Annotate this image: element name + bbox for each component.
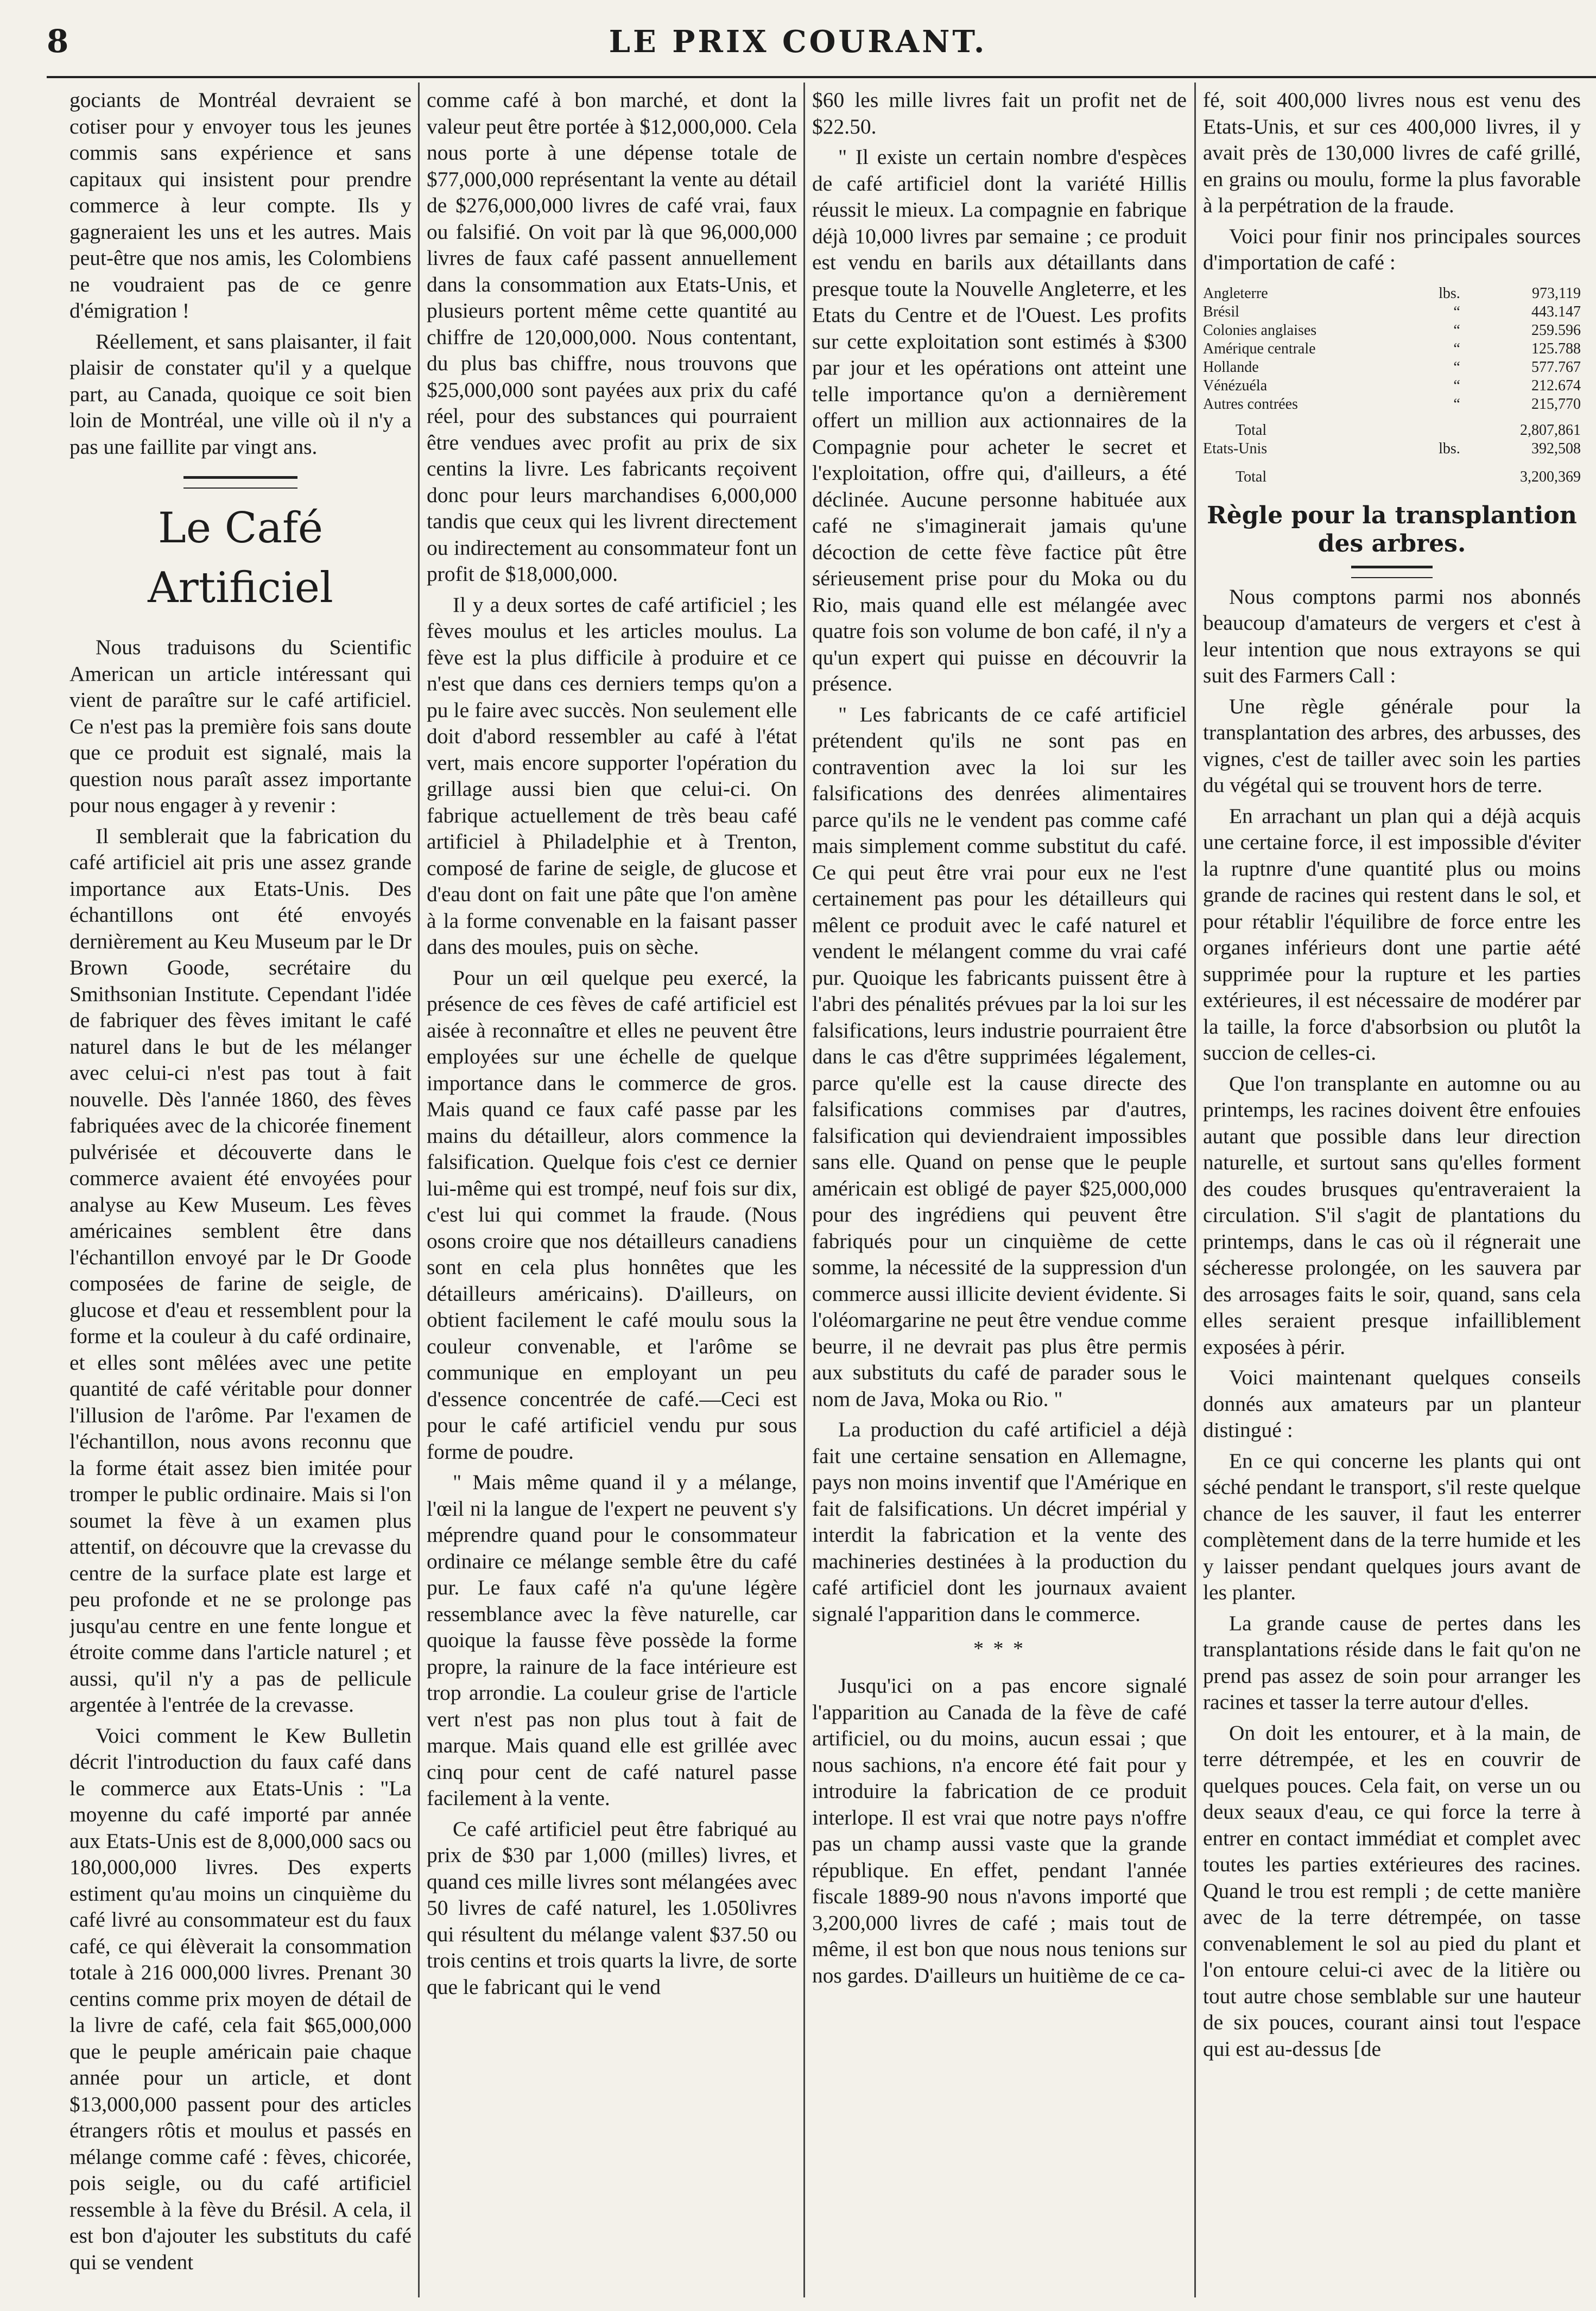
- paragraph: La production du café artificiel a déjà fait une certaine sensation en Allemagne, pays non moins inventif que l'Amérique en fait de falsifications. Un décret impérial y interdit la fabrication et la vente des machineries destinées à la production du café artificiel dont les journaux avaient signalé l'apparition dans le commerce.: [812, 1417, 1187, 1626]
- country-name: Amérique centrale: [1203, 340, 1316, 357]
- import-rows: [1203, 284, 1581, 414]
- column-1: [69, 87, 411, 2302]
- page-number: 8: [47, 23, 69, 60]
- column-divider: [1194, 83, 1196, 2297]
- paragraph: Ce café artificiel peut être fabriqué au prix de $30 par 1,000 (milles) livres, et quand ces mille livres sont mélangées avec 50 livres de café naturel, les 1.050livres qui résultent du mélange valent $37.50 ou trois centins et trois quarts la livre, de sorte que le fabricant qui le vend: [427, 1816, 797, 1999]
- country-name: Brésil: [1203, 303, 1239, 320]
- article-title: Le Café Artificiel: [148, 504, 333, 612]
- paragraph: Nous comptons parmi nos abonnés beaucoup d'amateurs de vergers et c'est à leur intention que nous extrayons se qui suit des Farmers Call :: [1203, 584, 1581, 687]
- unit: lbs.: [1439, 284, 1460, 302]
- amount: 577.767: [1531, 358, 1581, 376]
- paragraph: Il y a deux sortes de café artificiel ; les fèves moulus et les articles moulus. La fève est la plus difficile à produire et ce n'est que dans ces derniers temps qu'on a pu le faire avec succès. Non seulement elle doit d'abord ressembler au café à l'état vert, mais encore supporter l'opération du grillage aussi bien que celui-ci. On fabrique actuellement de très beau café artificiel à Philadelphie et à Trenton, composé de farine de seigle, de glucose et d'eau dont on fait une pâte que l'on amène à la forme convenable en la faisant passer dans des moules, puis on sèche.: [427, 592, 797, 959]
- total-label: Total: [1236, 468, 1267, 485]
- paragraph: Voici comment le Kew Bulletin décrit l'introduction du faux café dans le commerce aux Etats-Unis : "La moyenne du café importé par année aux Etats-Unis est de 8,000,000 sacs ou 180,000,000 livres. Des experts estiment qu'au moins un cinquième du café livré au consommateur est du faux café, ce qui élèverait la consommation totale à 216 000,000 livres. Prenant 30 centins comme prix moyen de détail de la livre de café, cela fait $65,000,000 que le peuple américain paie chaque année pour un article, et dont $13,000,000 passent pour des articles étrangers rôtis et moulus et passés en mélange comme café : fèves, chicorée, pois seigle, ou du café artificiel ressemble à la fève du Brésil. A cela, il est bon d'ajouter les substituts du café qui se vendent: [69, 1723, 411, 2274]
- unit: “: [1453, 377, 1460, 394]
- country-name: Hollande: [1203, 358, 1259, 376]
- total-amount: 3,200,369: [1520, 468, 1581, 485]
- table-total-row: [1203, 414, 1581, 440]
- paragraph: La grande cause de pertes dans les transplantations réside dans le fait qu'on ne prend pas assez de soin pour arranger les racines et tasser la terre autour d'elles.: [1203, 1611, 1581, 1714]
- amount: 215,770: [1531, 395, 1581, 413]
- amount: 212.674: [1531, 377, 1581, 394]
- paragraph: Jusqu'ici on a pas encore signalé l'apparition au Canada de la fève de café artificiel, ou du moins, aucun essai ; que nous sachions, n'a encore été fait pour y introduire la fabrication de ce produit interlope. Il est vrai que notre pays n'offre pas un champ aussi vaste que la grande république. En effet, pendant l'année fiscale 1889-90 nous n'avons importé que 3,200,000 livres de café ; mais tout de même, il est bon que nous nous tenions sur nos gardes. D'ailleurs un huitième de ce ca-: [812, 1674, 1187, 1987]
- paragraph: Une règle générale pour la transplantation des arbres, des arbusses, des vignes, c'est de tailler avec soin les parties du végétal qui se trouvent hors de terre.: [1203, 694, 1581, 797]
- table-row: [1203, 395, 1581, 414]
- amount: 259.596: [1531, 321, 1581, 339]
- column-divider: [418, 83, 420, 2297]
- country-name: Colonies anglaises: [1203, 321, 1317, 339]
- unit: “: [1453, 358, 1460, 376]
- table-row: [1203, 321, 1581, 340]
- paragraph: Réellement, et sans plaisanter, il fait plaisir de constater qu'il y a quelque part, au Canada, quoique ce soit bien loin de Montréal, une ville où il n'y a pas une faillite par vingt ans.: [69, 329, 411, 459]
- paragraph: Voici maintenant quelques conseils donnés aux amateurs par un planteur distingué :: [1203, 1365, 1581, 1442]
- country-name: Etats-Unis: [1203, 440, 1268, 457]
- paragraph: En arrachant un plan qui a déjà acquis une certaine force, il est impossible d'éviter la ruptnre d'une quantité plus ou moins grande de racines qui restent dans le sol, et pour rétablir l'équilibre de force entre les organes inférieurs dont une partie aété supprimée pour la rupture et les parties extérieures, il est nécessaire de modérer par la taille, la force d'absorbsion ou plutôt la succion de celles-ci.: [1203, 803, 1581, 1065]
- table-row: [1203, 440, 1581, 458]
- table-row: [1203, 284, 1581, 303]
- paragraph: " Mais même quand il y a mélange, l'œil ni la langue de l'expert ne peuvent s'y méprendre quand pour le consommateur ordinaire ce mélange semble être du café pur. Le faux café n'a qu'une légère ressemblance avec la fève naturelle, car quoique la fausse fève possède la forme propre, la rainure de la face intérieure est trop arrondie. La couleur grise de l'article vert n'est pas non plus tout à fait de marque. Mais quand elle est grillée avec cinq pour cent de café naturel passe facilement à la vente.: [427, 1470, 797, 1810]
- paragraph: " Il existe un certain nombre d'espèces de café artificiel dont la variété Hillis réussit le mieux. La compagnie en fabrique déjà 10,000 livres par semaine ; ce produit est vendu en barils aux détaillants dans presque toute la Nouvelle Angleterre, et les Etats du Centre et de l'Ouest. Les profits sur cette exploitation sont estimés à $300 par jour et les opérations ont atteint une telle importance qu'on a dernièrement offert un million aux actionnaires de la Compagnie pour acheter le secret et l'exploitation, offre qui, d'ailleurs, a été déclinée. Aucune personne habituée aux café ne s'imaginerait jamais qu'une décoction de cette fève factice pût être sérieusement prise pour du Moka ou du Rio, mais quand elle est mélangée avec quatre fois son volume de bon café, il n'y a qu'un expert qui puisse en découvrir la présence.: [812, 145, 1187, 695]
- column-2: [427, 87, 797, 2302]
- country-name: Autres contrées: [1203, 395, 1298, 413]
- paragraph: gociants de Montréal devraient se cotiser pour y envoyer tous les jeunes commis sans expérience et sans capitaux qui insistent pour prendre commerce à leur compte. Ils y gagneraient les uns et les autres. Mais peut-être que nos amis, les Colombiens ne voudraient pas de ce genre d'émigration !: [69, 88, 411, 322]
- column-4: [1203, 87, 1581, 2302]
- unit: “: [1453, 340, 1460, 357]
- paragraph: Il semblerait que la fabrication du café artificiel ait pris une assez grande importance aux Etats-Unis. Des échantillons ont été envoyés dernièrement au Keu Museum par le Dr Brown Goode, secrétaire du Smithsonian Institute. Cependant l'idée de fabriquer des fèves imitant le café naturel dans le but de les mélanger avec celui-ci n'est pas tout à fait nouvelle. Dès l'année 1860, des fèves fabriquées avec de la chicorée finement pulvérisée et découverte dans le commerce avaient été envoyées pour analyse au Kew Museum. Les fèves américaines semblent être dans l'échantillon envoyé par le Dr Goode composées de farine de seigle, de glucose et d'eau et ressemblent pour la forme et la couleur à du café ordinaire, et elles sont mêlées avec une petite quantité de café véritable pour donner l'illusion de l'arôme. Par l'examen de l'échantillon, nous avons reconnu que la forme était assez bien imitée pour tromper le public ordinaire. Mais si l'on soumet la fève à un examen plus attentif, on découvre que la crevasse du centre de la surface plate est large et peu profonde et ne se prolonge pas jusqu'au centre en une fente longue et étroite comme dans l'article naturel ; et aussi, qu'il n'y a pas de pellicule argentée à l'entrée de la crevasse.: [69, 824, 411, 1717]
- paragraph: On doit les entourer, et à la main, de terre détrempée, et les en couvrir de quelques pouces. Cela fait, on verse un ou deux seaux d'eau, ce qui force la terre à entrer en contact immédiat et complet avec toutes les parties extérieures des racines. Quand le trou est rempli ; de cette manière avec de la terre détrempée, on tasse convenablement le sol au pied du plant et l'on entoure celui-ci avec de la litière ou tout autre chose semblable sur une hauteur de six pouces, courant ainsi tout l'espace qui est au-dessus [de: [1203, 1720, 1581, 2061]
- unit: “: [1453, 303, 1460, 320]
- import-sources-table: [1203, 284, 1581, 486]
- section-divider: [1351, 566, 1433, 578]
- paragraph: " Les fabricants de ce café artificiel prétendent qu'ils ne sont pas en contravention avec la loi sur les falsifications des denrées alimentaires parce qu'ils ne le vendent pas comme café mais simplement comme substitut du café. Ce qui peut être vrai pour eux ne l'est certainement pas pour les détailleurs qui mêlent ce produit avec le café naturel et vendent le mélangent comme du vrai café pur. Quoique les fabricants puissent être à l'abri des pénalités prévues par la loi sur les falsifications, leurs industrie pourraient être dans le cas d'être supprimées légalement, parce qu'elle est la cause directe des falsifications commises par d'autres, falsification qui deviendraient impossibles sans elle. Quand on pense que le peuple américain est obligé de payer $25,000,000 pour des ingrédiens qui peuvent être fabriqués pour un cinquième de cette somme, la nécessité de la suppression d'un commerce aussi illicite devient évidente. Si l'oléomargarine ne peut être vendue comme beurre, il ne devrait pas plus être permis aux substituts du café de parader sous le nom de Java, Moka ou Rio. ": [812, 702, 1187, 1411]
- paragraph: Pour un œil quelque peu exercé, la présence de ces fèves de café artificiel est aisée à reconnaître et elles ne peuvent être employées sur une échelle de quelque importance dans le commerce de gros. Mais quand ce faux café passe par les mains du détailleur, alors commence la falsification. Quelque fois c'est ce dernier lui-même qui est trompé, neuf fois sur dix, c'est lui qui commet la fraude. (Nous osons croire que nos détailleurs canadiens sont en cela plus honnêtes que les détailleurs américains). D'ailleurs, on obtient facilement le café moulu sous la couleur convenable, et l'arôme se communique en employant un peu d'essence concentrée de café.—Ceci est pour le café artificiel vendu pur sous forme de poudre.: [427, 965, 797, 1464]
- column-divider: [803, 83, 805, 2297]
- paragraph: comme café à bon marché, et dont la valeur peut être portée à $12,000,000. Cela nous porte à une dépense totale de $77,000,000 représentant la vente au détail de $276,000,000 livres de café vrai, faux ou falsifié. On voit par là que 96,000,000 livres de faux café passent annuellement dans la consommation aux Etats-Unis, et plusieurs portent même cette quantité au chiffre de 120,000,000. Nous contentant, du plus bas chiffre, nous trouvons que $25,000,000 sont payées aux prix du café réel, pour des substances qui pourraient être vendues avec profit au prix de six centins la livre. Les fabricants reçoivent donc pour leurs marchandises 6,000,000 tandis que ceux qui les livrent directement ou indirectement au consommateur font un profit de $18,000,000.: [427, 88, 797, 586]
- table-row: [1203, 303, 1581, 321]
- paragraph: En ce qui concerne les plants qui ont séché pendant le transport, s'il reste quelque chance de les sauver, il faut les enterrer complètement dans de la terre humide et les y laisser pendant quelques jours avant de les planter.: [1203, 1448, 1581, 1604]
- table-row: [1203, 377, 1581, 395]
- amount: 443.147: [1531, 303, 1581, 320]
- page-header: [0, 0, 1596, 71]
- table-row: [1203, 340, 1581, 358]
- header-rule: [47, 76, 1596, 78]
- newspaper-title: LE PRIX COURANT.: [609, 24, 987, 60]
- country-name: Vénézuéla: [1203, 377, 1268, 394]
- unit: “: [1453, 321, 1460, 339]
- paragraph: Nous traduisons du Scientific American un article intéressant qui vient de paraître sur le café artificiel. Ce n'est pas la première fois sans doute que ce produit est signalé, mais la question nous paraît assez importante pour nous engager à y revenir :: [69, 635, 411, 817]
- country-name: Angleterre: [1203, 284, 1268, 302]
- amount: 392,508: [1531, 440, 1581, 457]
- amount: 973,119: [1532, 284, 1581, 302]
- table-row: [1203, 358, 1581, 377]
- unit: “: [1453, 395, 1460, 413]
- paragraph: Que l'on transplante en automne ou au printemps, les racines doivent être enfouies autant que possible dans leur direction naturelle, et surtout sans qu'elles forment des coudes brusques qu'entraveraient la circulation. S'il s'agit de plantations du printemps, dans le cas où il régnerait une sécheresse prolongée, on les sauvera par des arrosages faits le soir, quand, sans cela elles seraient presque infailliblement exposées à périr.: [1203, 1071, 1581, 1359]
- amount: 125.788: [1531, 340, 1581, 357]
- table-grand-total-row: [1203, 458, 1581, 486]
- total-amount: 2,807,861: [1520, 421, 1581, 439]
- column-3: [812, 87, 1187, 2302]
- paragraph: Voici pour finir nos principales sources d'importation de café :: [1203, 224, 1581, 274]
- paragraph: fé, soit 400,000 livres nous est venu des Etats-Unis, et sur ces 400,000 livres, il y avait près de 130,000 livres de café grillé, en grains ou moulu, forme la plus favorable à la perpétration de la fraude.: [1203, 88, 1581, 217]
- section-divider: [183, 476, 297, 489]
- unit: lbs.: [1439, 440, 1460, 457]
- article-title: Règle pour la transplantion des arbres.: [1207, 501, 1577, 558]
- total-label: Total: [1236, 421, 1267, 439]
- section-stars: * * *: [973, 1637, 1025, 1660]
- paragraph: $60 les mille livres fait un profit net de $22.50.: [812, 88, 1187, 138]
